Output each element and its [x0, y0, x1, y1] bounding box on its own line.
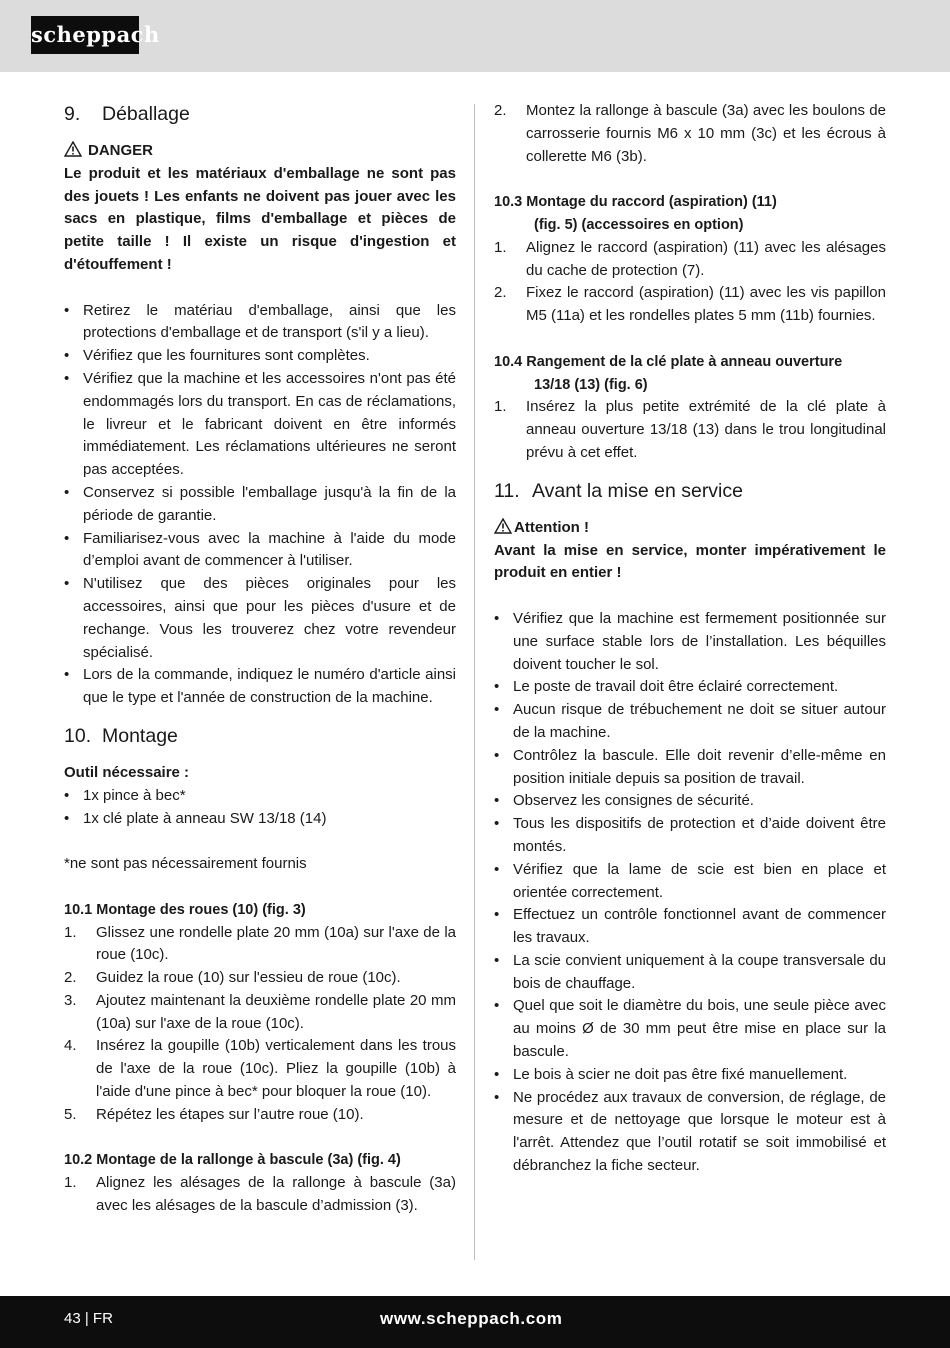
step-text: Alignez les alésages de la rallonge à bascule (3a) avec les alésages de la bascule d’admission (3). [96, 1174, 456, 1215]
steps-10-1 [64, 922, 456, 1127]
right-column [494, 100, 886, 1178]
list-item: • Observez les consignes de sécurité. [494, 790, 886, 813]
list-item: • 1x clé plate à anneau SW 13/18 (14) [64, 808, 456, 831]
danger-text: Le produit et les matériaux d'emballage ne sont pas des jouets ! Les enfants ne doivent pas jouer avec les sacs en plastique, films d'emballage et pièces de petite taille ! Il existe un risque d'ingestion et d'étouffement ! [64, 164, 456, 273]
attention-label: Attention ! [514, 518, 589, 536]
section-title: Avant la mise en service [532, 479, 743, 502]
title-line: 10.4 Rangement de la clé plate à anneau ouverture [494, 353, 843, 370]
list-item: • 1x pince à bec* [64, 785, 456, 808]
section-number: 10. [64, 724, 92, 747]
list-item: • N'utilisez que des pièces originales pour les accessoires, ainsi que pour les pièces d'usure et de rechange. Vous les trouverez chez votre revendeur spécialisé. [64, 573, 456, 664]
list-item: • Tous les dispositifs de protection et d’aide doivent être montés. [494, 813, 886, 859]
warning-triangle-icon [64, 141, 82, 157]
step-number: 5. [64, 1105, 77, 1123]
list-item [64, 1035, 456, 1103]
section-9-heading [64, 100, 456, 128]
list-item: • Le poste de travail doit être éclairé correctement. [494, 676, 886, 699]
step-text: Alignez le raccord (aspiration) (11) avec les alésages du cache de protection (7). [526, 238, 886, 279]
list-item: • Quel que soit le diamètre du bois, une seule pièce avec au moins Ø de 30 mm peut être mise en place sur la bascule. [494, 995, 886, 1063]
step-text: Ajoutez maintenant la deuxième rondelle plate 20 mm (10a) sur l'axe de la roue (10c). [96, 991, 456, 1032]
list-item [494, 396, 886, 464]
attention-label-row [494, 517, 886, 540]
warning-triangle-icon [494, 518, 512, 534]
step-number: 1. [64, 923, 77, 941]
list-item [494, 100, 886, 168]
section-10-heading [64, 722, 456, 750]
subsection-10-3-title [494, 191, 886, 237]
list-item [64, 967, 456, 990]
section-number: 11. [494, 479, 520, 502]
list-item: • Lors de la commande, indiquez le numéro d'article ainsi que le type et l'année de construction de la machine. [64, 664, 456, 710]
attention-text: Avant la mise en service, monter impérativement le produit en entier ! [494, 541, 886, 582]
step-text: Insérez la plus petite extrémité de la clé plate à anneau ouverture 13/18 (13) dans le trou longitudinal prévu à cet effet. [526, 398, 886, 461]
list-item [64, 922, 456, 968]
section-title: Montage [102, 724, 178, 747]
list-item: • Vérifiez que les fournitures sont complètes. [64, 345, 456, 368]
section-title: Déballage [102, 103, 190, 125]
step-number: 2. [494, 102, 507, 119]
list-item: • Vérifiez que la machine est fermement positionnée sur une surface stable lors de l’installation. Les béquilles doivent toucher le sol. [494, 608, 886, 676]
page-number: 43 | FR [64, 1310, 113, 1327]
step-text: Glissez une rondelle plate 20 mm (10a) sur l'axe de la roue (10c). [96, 923, 456, 964]
steps-10-2 [64, 1172, 456, 1218]
step-text: Répétez les étapes sur l’autre roue (10). [96, 1105, 364, 1123]
list-item [64, 1172, 456, 1218]
subsection-10-1-title: 10.1 Montage des roues (10) (fig. 3) [64, 901, 306, 918]
title-line: 13/18 (13) (fig. 6) [534, 376, 648, 393]
list-item: • Ne procédez aux travaux de conversion, de réglage, de mesure et de nettoyage que lorsque le moteur est à l'arrêt. Attendez que l’outil rotatif se soit immobilisé et débranchez la fiche secteur. [494, 1087, 886, 1178]
list-item: • Aucun risque de trébuchement ne doit se situer autour de la machine. [494, 699, 886, 745]
steps-10-4 [494, 396, 886, 464]
steps-10-2-continued [494, 100, 886, 168]
danger-label-row [64, 140, 456, 163]
list-item: • Vérifiez que la machine et les accessoires n'ont pas été endommagés lors du transport. En cas de réclamations, le livreur et le fabricant doivent en être informés immédiatement. Les réclamations ultérieures ne seront pas acceptées. [64, 368, 456, 482]
section-11-heading [494, 477, 886, 505]
tools-label: Outil nécessaire : [64, 763, 190, 781]
step-text: Guidez la roue (10) sur l'essieu de roue (10c). [96, 969, 401, 987]
title-line: (fig. 5) (accessoires en option) [534, 216, 744, 233]
subsection-10-2-title: 10.2 Montage de la rallonge à bascule (3a) (fig. 4) [64, 1152, 401, 1169]
brand-logo: scheppach [31, 16, 139, 54]
list-item: • Contrôlez la bascule. Elle doit revenir d’elle-même en position initiale depuis sa position de travail. [494, 745, 886, 791]
list-item: • Effectuez un contrôle fonctionnel avant de commencer les travaux. [494, 904, 886, 950]
list-item: • Conservez si possible l'emballage jusqu'à la fin de la période de garantie. [64, 482, 456, 528]
step-number: 4. [64, 1037, 77, 1055]
steps-10-3 [494, 237, 886, 328]
tools-note: *ne sont pas nécessairement fournis [64, 855, 307, 873]
step-text: Fixez le raccord (aspiration) (11) avec les vis papillon M5 (11a) et les rondelles plates 5 mm (11b) fournies. [526, 284, 886, 325]
step-number: 2. [494, 284, 507, 302]
list-item: • Familiarisez-vous avec la machine à l'aide du mode d’emploi avant de commencer à l'utiliser. [64, 528, 456, 574]
column-divider [474, 104, 475, 1260]
step-number: 3. [64, 991, 77, 1009]
header-bar [0, 0, 950, 72]
step-number: 1. [494, 238, 507, 256]
subsection-10-4-title [494, 351, 886, 397]
list-item: • Retirez le matériau d'emballage, ainsi que les protections d'emballage et de transport (s'il y a lieu). [64, 300, 456, 346]
list-item [494, 282, 886, 328]
step-text: Insérez la goupille (10b) verticalement dans les trous de l'axe de la roue (10c). Pliez la goupille (10b) à l'aide d'une pince à bec* pour bloquer la roue (10). [96, 1037, 456, 1101]
section-number: 9. [64, 103, 81, 125]
list-item: • Le bois à scier ne doit pas être fixé manuellement. [494, 1064, 886, 1087]
left-column [64, 100, 456, 1218]
list-item: • Vérifiez que la lame de scie est bien en place et orientée correctement. [494, 859, 886, 905]
danger-label: DANGER [88, 142, 154, 159]
tools-list [64, 785, 456, 831]
title-line: 10.3 Montage du raccord (aspiration) (11) [494, 194, 777, 211]
list-item [64, 1104, 456, 1127]
step-number: 1. [64, 1174, 77, 1192]
list-item [64, 990, 456, 1036]
step-text: Montez la rallonge à bascule (3a) avec les boulons de carrosserie fournis M6 x 10 mm (3c) et les écrous à collerette M6 (3b). [526, 102, 886, 165]
unpack-list [64, 300, 456, 710]
footer-bar [0, 1296, 950, 1348]
step-number: 2. [64, 969, 77, 987]
list-item [494, 237, 886, 283]
list-item: • La scie convient uniquement à la coupe transversale du bois de chauffage. [494, 950, 886, 996]
step-number: 1. [494, 398, 507, 416]
checks-list [494, 608, 886, 1178]
website-link[interactable]: www.scheppach.com [380, 1309, 563, 1328]
